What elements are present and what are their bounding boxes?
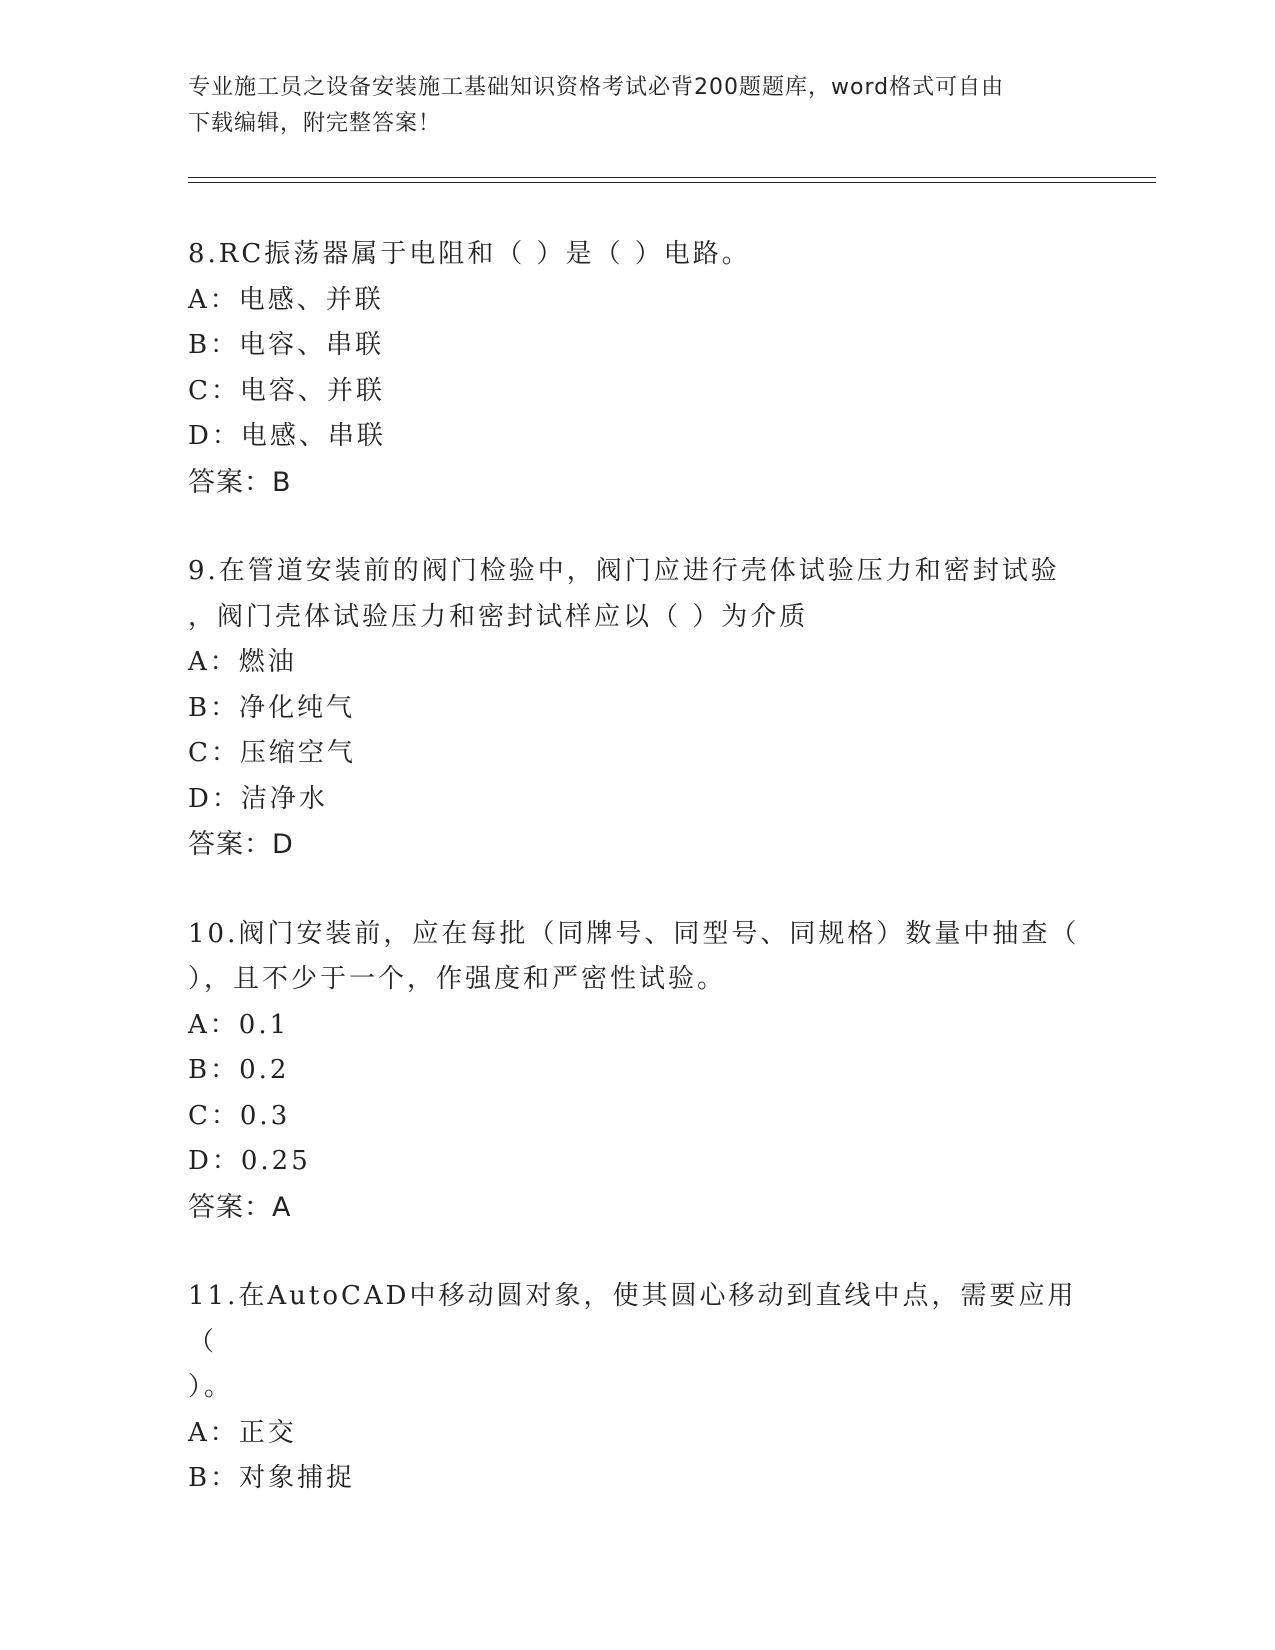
option-a: A：0.1	[188, 1009, 290, 1040]
option-a: A：电感、并联	[188, 284, 384, 315]
header-title-line-1: 专业施工员之设备安装施工基础知识资格考试必背200题题库，word格式可自由	[188, 75, 1005, 100]
option-b: B：电容、串联	[188, 330, 385, 360]
question-stem: 11.在AutoCAD中移动圆对象，使其圆心移动到直线中点，需要应用（	[188, 1281, 1077, 1357]
question-8	[188, 232, 1088, 505]
question-stem: 8.RC振荡器属于电阻和（ ）是（ ）电路。	[188, 239, 751, 269]
answer: 答案：D	[188, 829, 294, 860]
question-stem-continued: ），且不少于一个，作强度和严密性试验。	[188, 964, 727, 994]
option-a: A：正交	[188, 1417, 297, 1448]
question-stem-continued: ，阀门壳体试验压力和密封试样应以（ ）为介质	[188, 601, 809, 632]
answer: 答案：A	[188, 1191, 292, 1223]
question-stem-continued: ）。	[188, 1372, 234, 1402]
option-b: B：净化纯气	[188, 692, 356, 723]
option-d: D：电感、串联	[188, 421, 386, 451]
option-c: C：压缩空气	[188, 738, 356, 768]
option-a: A：燃油	[188, 647, 297, 677]
question-9	[188, 549, 1088, 868]
option-d: D：洁净水	[188, 783, 328, 814]
document-header	[188, 70, 1088, 142]
option-b: B：0.2	[188, 1055, 290, 1085]
option-d: D：0.25	[188, 1146, 311, 1176]
option-c: C：0.3	[188, 1100, 291, 1131]
option-c: C：电容、并联	[188, 375, 385, 406]
option-b: B：对象捕捉	[188, 1463, 356, 1493]
answer: 答案：B	[188, 466, 292, 498]
question-10	[188, 912, 1088, 1231]
question-11	[188, 1274, 1088, 1502]
question-stem: 10.阀门安装前，应在每批（同牌号、同型号、同规格）数量中抽查（	[188, 918, 1080, 949]
question-stem: 9.在管道安装前的阀门检验中，阀门应进行壳体试验压力和密封试验	[188, 556, 1060, 586]
header-divider	[188, 177, 1156, 183]
question-list	[188, 232, 1088, 1546]
header-title-line-2: 下载编辑，附完整答案！	[188, 111, 442, 136]
